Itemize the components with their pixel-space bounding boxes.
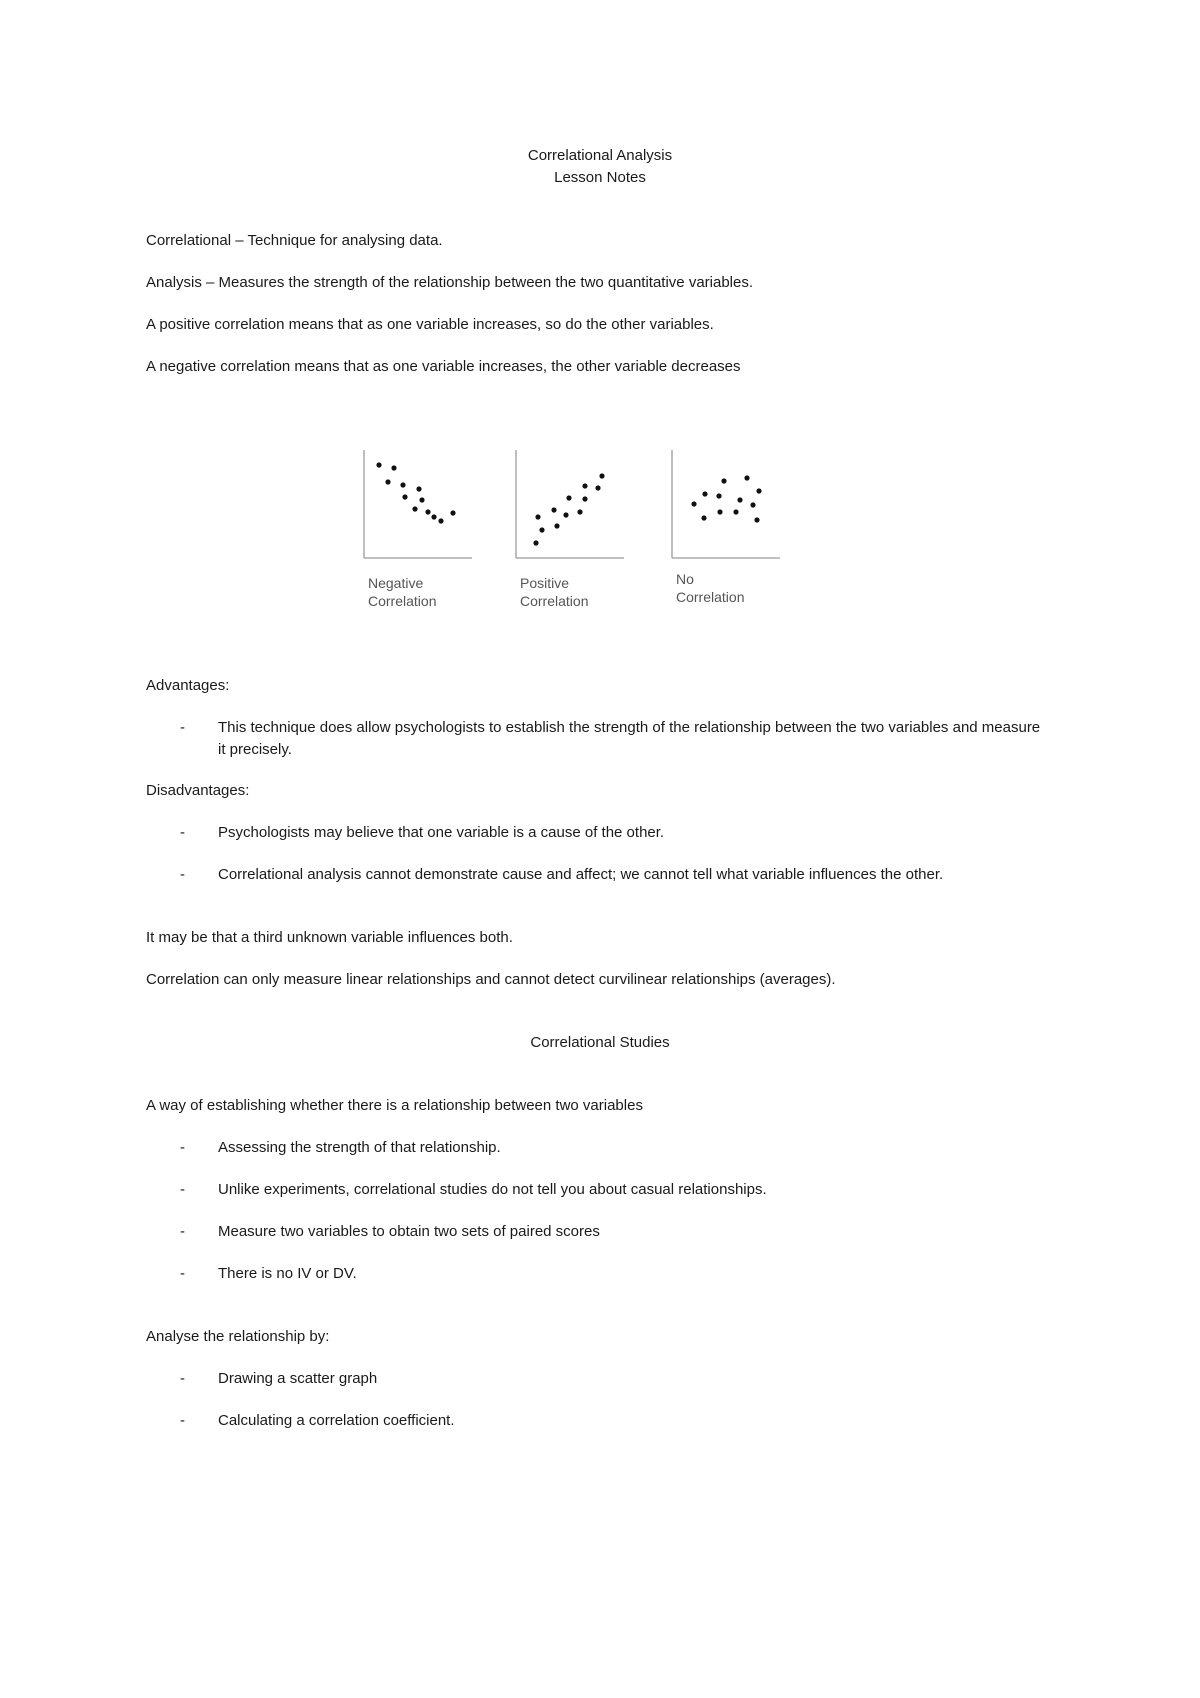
studies-item: There is no IV or DV. [218, 1265, 357, 1282]
scatter-panel-positive [516, 450, 624, 609]
caption-line-1: No [676, 571, 694, 587]
scatter-point [599, 473, 604, 478]
scatter-panel-no-correlation [672, 450, 780, 605]
scatter-point [450, 510, 455, 515]
bullet-dash: - [180, 719, 185, 736]
caption-line-2: Correlation [520, 593, 589, 609]
bullet-dash: - [180, 1412, 185, 1429]
analyse-item: Drawing a scatter graph [218, 1370, 378, 1387]
scatter-point [717, 509, 722, 514]
scatter-panel-negative [364, 450, 472, 609]
scatter-point [535, 514, 540, 519]
definition-negative: A negative correlation means that as one variable increases, the other variable decreases [146, 358, 741, 375]
definition-positive: A positive correlation means that as one variable increases, so do the other variables. [146, 316, 714, 333]
scatter-point [737, 497, 742, 502]
bullet-dash: - [180, 866, 185, 883]
section-heading-studies: Correlational Studies [530, 1034, 670, 1051]
definition-analysis: Analysis – Measures the strength of the relationship between the two quantitative variables. [146, 274, 754, 291]
caption-line-1: Positive [520, 575, 570, 591]
disadvantages-heading: Disadvantages: [146, 782, 250, 799]
scatter-point [400, 482, 405, 487]
scatter-point [756, 488, 761, 493]
scatter-point [701, 515, 706, 520]
scatter-point [577, 509, 582, 514]
scatter-point [716, 493, 721, 498]
analyse-heading: Analyse the relationship by: [146, 1328, 330, 1345]
bullet-dash: - [180, 1223, 185, 1240]
scatter-point [425, 509, 430, 514]
studies-item: Unlike experiments, correlational studies do not tell you about casual relationships. [218, 1181, 767, 1198]
bullet-dash: - [180, 1139, 185, 1156]
studies-item: Assessing the strength of that relationship. [218, 1139, 501, 1156]
scatter-point [391, 465, 396, 470]
scatter-point [754, 517, 759, 522]
scatter-point [416, 486, 421, 491]
bullet-dash: - [180, 1265, 185, 1282]
scatter-point [582, 483, 587, 488]
scatter-point [691, 501, 696, 506]
scatter-point [733, 509, 738, 514]
note-third-variable: It may be that a third unknown variable influences both. [146, 929, 513, 946]
scatter-point [385, 479, 390, 484]
advantages-item: This technique does allow psychologists to establish the strength of the relationship between the two variables and measure it precisely. [218, 719, 1041, 758]
scatter-figure [350, 440, 830, 620]
studies-item: Measure two variables to obtain two sets of paired scores [218, 1223, 600, 1240]
scatter-point [702, 491, 707, 496]
scatter-point [438, 518, 443, 523]
scatter-point [566, 495, 571, 500]
scatter-point [533, 540, 538, 545]
bullet-dash: - [180, 1181, 185, 1198]
scatter-point [554, 523, 559, 528]
scatter-point [721, 478, 726, 483]
caption-line-1: Negative [368, 575, 424, 591]
scatter-point [750, 502, 755, 507]
caption-line-2: Correlation [676, 589, 745, 605]
document-title: Correlational Analysis [527, 147, 673, 164]
definition-correlational: Correlational – Technique for analysing data. [146, 232, 443, 249]
scatter-point [539, 527, 544, 532]
analyse-item: Calculating a correlation coefficient. [218, 1412, 455, 1429]
caption-line-2: Correlation [368, 593, 437, 609]
studies-intro: A way of establishing whether there is a relationship between two variables [146, 1097, 643, 1114]
scatter-point [595, 485, 600, 490]
advantages-heading: Advantages: [146, 677, 230, 694]
scatter-point [412, 506, 417, 511]
scatter-point [376, 462, 381, 467]
disadvantages-item: Psychologists may believe that one variable is a cause of the other. [218, 824, 665, 841]
scatter-point [402, 494, 407, 499]
scatter-point [744, 475, 749, 480]
scatter-point [419, 497, 424, 502]
document-subtitle: Lesson Notes [554, 169, 646, 186]
scatter-point [551, 507, 556, 512]
note-linear: Correlation can only measure linear relationships and cannot detect curvilinear relationships (averages). [146, 971, 836, 988]
disadvantages-item: Correlational analysis cannot demonstrate cause and affect; we cannot tell what variable influences the other. [218, 866, 944, 883]
scatter-point [431, 514, 436, 519]
scatter-point [563, 512, 568, 517]
scatter-point [582, 496, 587, 501]
bullet-dash: - [180, 1370, 185, 1387]
bullet-dash: - [180, 824, 185, 841]
